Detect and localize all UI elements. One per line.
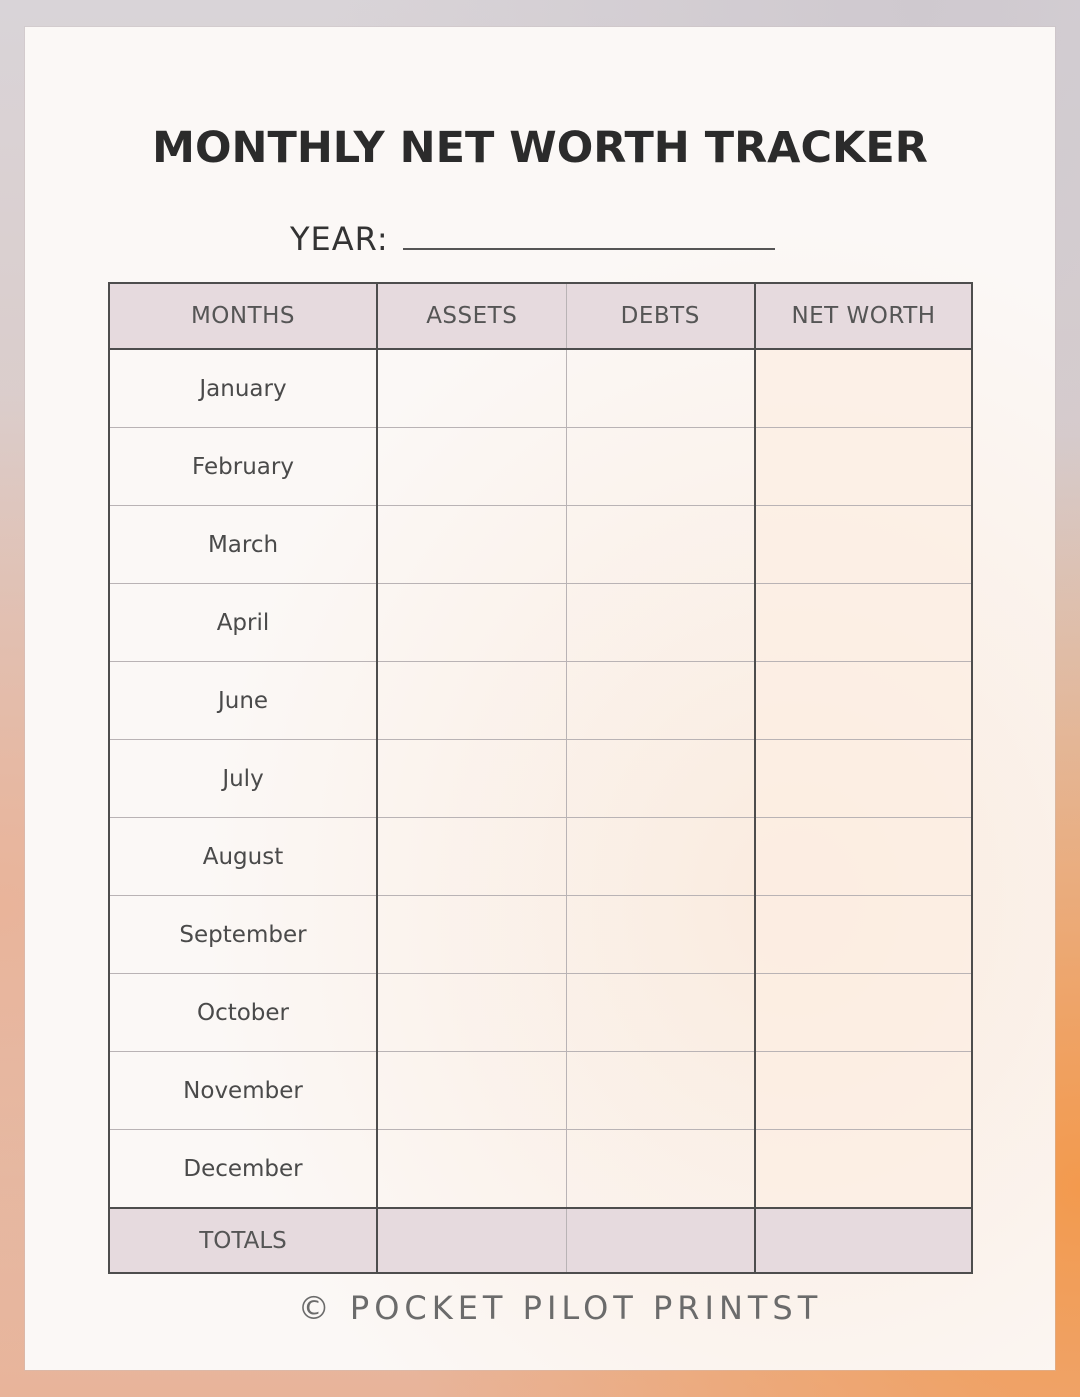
table-row bbox=[109, 740, 972, 818]
assets-cell[interactable] bbox=[377, 428, 566, 506]
debts-cell[interactable] bbox=[566, 1130, 755, 1209]
year-field[interactable] bbox=[290, 220, 775, 258]
header-debts: DEBTS bbox=[566, 283, 755, 349]
debts-cell[interactable] bbox=[566, 428, 755, 506]
net-worth-cell[interactable] bbox=[755, 740, 972, 818]
net-worth-cell[interactable] bbox=[755, 896, 972, 974]
net-worth-cell[interactable] bbox=[755, 974, 972, 1052]
assets-cell[interactable] bbox=[377, 506, 566, 584]
month-cell: December bbox=[109, 1130, 377, 1209]
debts-cell[interactable] bbox=[566, 662, 755, 740]
table-row bbox=[109, 506, 972, 584]
table-row bbox=[109, 974, 972, 1052]
table-row bbox=[109, 1130, 972, 1209]
debts-total-cell[interactable] bbox=[566, 1208, 755, 1273]
assets-cell[interactable] bbox=[377, 896, 566, 974]
header-months: MONTHS bbox=[109, 283, 377, 349]
assets-cell[interactable] bbox=[377, 818, 566, 896]
debts-cell[interactable] bbox=[566, 740, 755, 818]
debts-cell[interactable] bbox=[566, 506, 755, 584]
net-worth-cell[interactable] bbox=[755, 584, 972, 662]
table-row bbox=[109, 818, 972, 896]
table-row bbox=[109, 428, 972, 506]
table-row bbox=[109, 1052, 972, 1130]
month-cell: October bbox=[109, 974, 377, 1052]
copyright-footer: © POCKET PILOT PRINTST bbox=[297, 1289, 823, 1327]
worksheet-page bbox=[25, 27, 1055, 1370]
page-title: MONTHLY NET WORTH TRACKER bbox=[152, 123, 928, 173]
net-worth-total-cell[interactable] bbox=[755, 1208, 972, 1273]
table-row bbox=[109, 349, 972, 428]
totals-row bbox=[109, 1208, 972, 1273]
month-cell: July bbox=[109, 740, 377, 818]
assets-cell[interactable] bbox=[377, 1130, 566, 1209]
month-cell: June bbox=[109, 662, 377, 740]
assets-cell[interactable] bbox=[377, 974, 566, 1052]
totals-label: TOTALS bbox=[109, 1208, 377, 1273]
header-net-worth: NET WORTH bbox=[755, 283, 972, 349]
year-blank-line[interactable] bbox=[403, 248, 775, 250]
net-worth-cell[interactable] bbox=[755, 349, 972, 428]
assets-cell[interactable] bbox=[377, 349, 566, 428]
month-cell: November bbox=[109, 1052, 377, 1130]
table-row bbox=[109, 584, 972, 662]
month-cell: March bbox=[109, 506, 377, 584]
debts-cell[interactable] bbox=[566, 896, 755, 974]
month-cell: September bbox=[109, 896, 377, 974]
net-worth-cell[interactable] bbox=[755, 428, 972, 506]
table-row bbox=[109, 896, 972, 974]
assets-cell[interactable] bbox=[377, 740, 566, 818]
header-assets: ASSETS bbox=[377, 283, 566, 349]
assets-cell[interactable] bbox=[377, 1052, 566, 1130]
table-header-row bbox=[109, 283, 972, 349]
net-worth-cell[interactable] bbox=[755, 818, 972, 896]
month-cell: January bbox=[109, 349, 377, 428]
net-worth-cell[interactable] bbox=[755, 1130, 972, 1209]
month-cell: February bbox=[109, 428, 377, 506]
net-worth-cell[interactable] bbox=[755, 1052, 972, 1130]
month-cell: August bbox=[109, 818, 377, 896]
assets-cell[interactable] bbox=[377, 662, 566, 740]
assets-cell[interactable] bbox=[377, 584, 566, 662]
net-worth-cell[interactable] bbox=[755, 662, 972, 740]
net-worth-table bbox=[108, 282, 973, 1274]
debts-cell[interactable] bbox=[566, 818, 755, 896]
net-worth-cell[interactable] bbox=[755, 506, 972, 584]
assets-total-cell[interactable] bbox=[377, 1208, 566, 1273]
year-label: YEAR: bbox=[290, 220, 389, 258]
debts-cell[interactable] bbox=[566, 1052, 755, 1130]
debts-cell[interactable] bbox=[566, 974, 755, 1052]
month-cell: April bbox=[109, 584, 377, 662]
table-row bbox=[109, 662, 972, 740]
debts-cell[interactable] bbox=[566, 584, 755, 662]
debts-cell[interactable] bbox=[566, 349, 755, 428]
